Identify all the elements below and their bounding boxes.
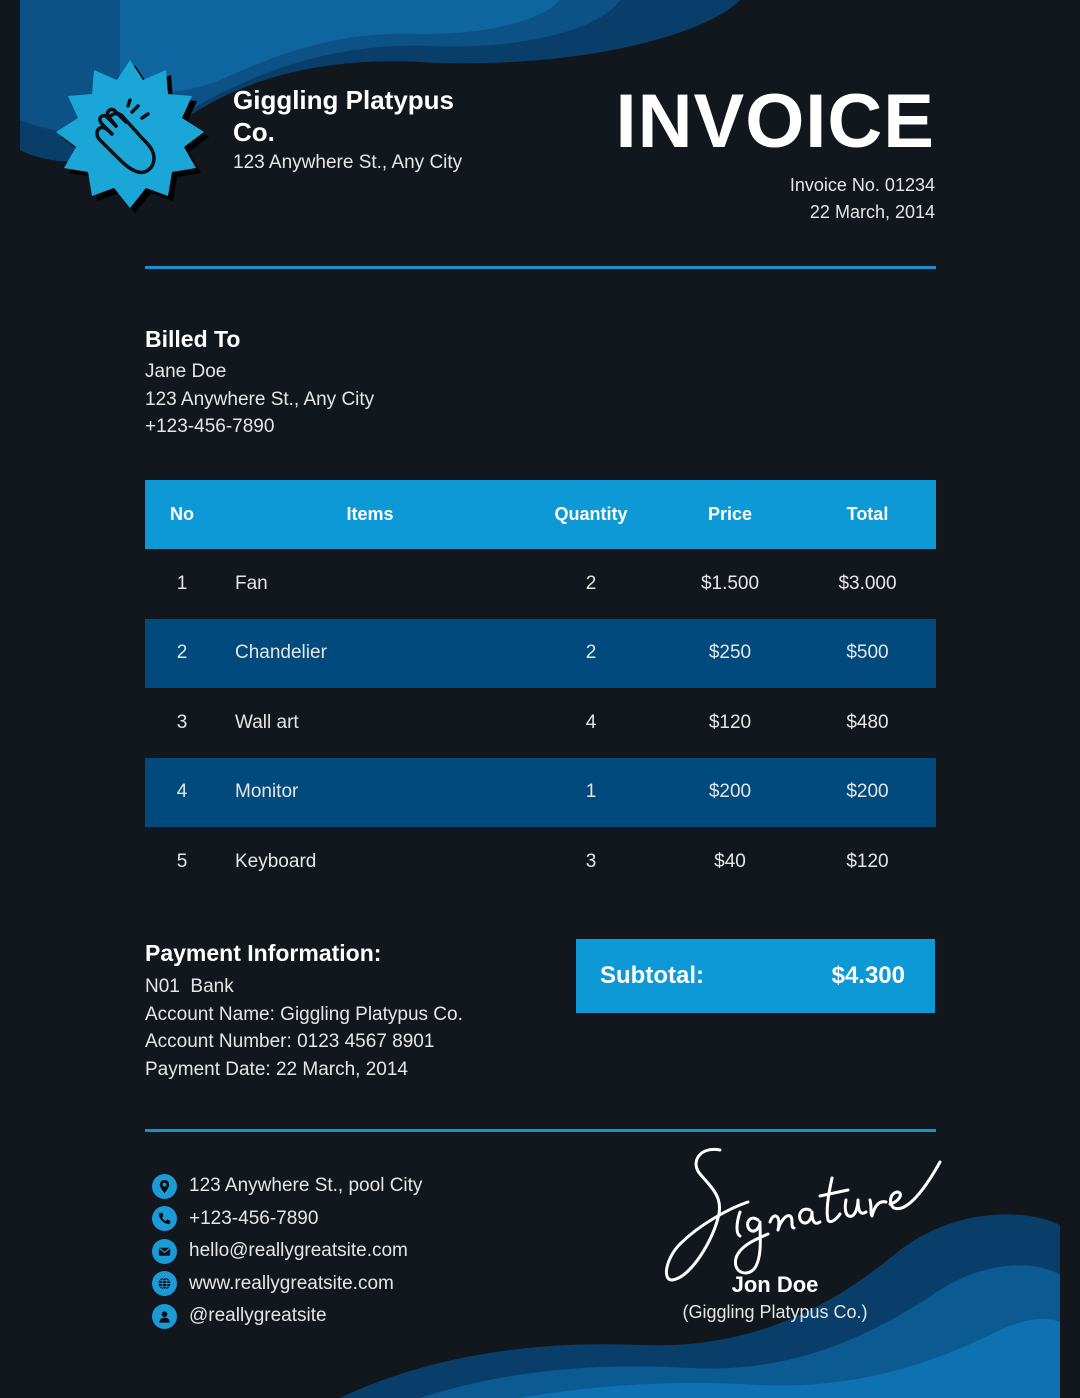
- row-price: $120: [708, 711, 752, 733]
- row-quantity: 2: [585, 572, 597, 594]
- signer-organization: (Giggling Platypus Co.): [682, 1302, 868, 1322]
- billed-to-address: 123 Anywhere St., Any City: [145, 388, 375, 410]
- payment-account-name: Account Name: Giggling Platypus Co.: [145, 1003, 463, 1025]
- invoice-title: INVOICE: [615, 79, 935, 164]
- row-total: $3.000: [838, 572, 897, 594]
- contact-list: [152, 1170, 422, 1333]
- row-total: $200: [799, 758, 936, 828]
- phone-icon: [152, 1206, 177, 1231]
- billed-to-name: Jane Doe: [145, 361, 227, 382]
- row-no: 3: [176, 711, 188, 733]
- contact-address-text: 123 Anywhere St., pool City: [189, 1175, 423, 1197]
- row-total: $480: [846, 711, 889, 733]
- row-item: Keyboard: [235, 850, 317, 872]
- row-quantity: 3: [585, 850, 597, 872]
- table-header-row: [145, 480, 936, 549]
- email-icon: [152, 1239, 177, 1264]
- table-row: [145, 758, 936, 828]
- location-pin-icon: [152, 1174, 177, 1199]
- row-no: 4: [145, 758, 219, 828]
- signature-image: [660, 1138, 950, 1288]
- table-row: [145, 619, 936, 689]
- row-total: $120: [846, 850, 889, 872]
- row-item: Monitor: [219, 758, 521, 828]
- billed-to-heading: Billed To: [145, 326, 241, 352]
- billed-to-phone: +123-456-7890: [145, 416, 275, 437]
- row-no: 5: [176, 850, 188, 872]
- contact-address: [152, 1170, 422, 1203]
- invoice-date: 22 March, 2014: [809, 202, 935, 222]
- contact-email-text[interactable]: hello@reallygreatsite.com: [189, 1240, 408, 1262]
- row-price: $200: [661, 758, 799, 828]
- table-row: [145, 827, 936, 897]
- row-price: $1.500: [700, 572, 760, 594]
- subtotal-value: $4.300: [831, 962, 905, 989]
- row-price: $250: [661, 619, 799, 689]
- items-table: [145, 480, 936, 897]
- row-quantity: 2: [521, 619, 661, 689]
- row-no: 1: [176, 572, 188, 594]
- contact-phone: [152, 1203, 422, 1236]
- billed-to-details: [145, 358, 374, 441]
- contact-phone-text: +123-456-7890: [189, 1207, 319, 1229]
- subtotal-box: [576, 939, 935, 1013]
- divider: [145, 266, 936, 269]
- company-logo: [50, 60, 216, 220]
- divider: [145, 1129, 936, 1132]
- contact-website-text[interactable]: www.reallygreatsite.com: [189, 1272, 394, 1294]
- header-no: No: [145, 480, 219, 549]
- row-total: $500: [799, 619, 936, 689]
- header-price: Price: [661, 480, 799, 549]
- payment-account-number: Account Number: 0123 4567 8901: [145, 1031, 435, 1052]
- payment-bank: N01 Bank: [145, 976, 234, 997]
- payment-details: [145, 973, 463, 1083]
- company-name: Giggling Platypus Co.: [233, 85, 455, 147]
- row-quantity: 4: [585, 711, 597, 733]
- header-items: Items: [219, 480, 521, 549]
- row-item: Wall art: [235, 711, 299, 733]
- contact-social-text[interactable]: @reallygreatsite: [189, 1305, 327, 1327]
- row-price: $40: [714, 850, 746, 872]
- invoice-meta: [790, 172, 935, 226]
- invoice-number: Invoice No. 01234: [789, 175, 935, 195]
- row-no: 2: [145, 619, 219, 689]
- company-address: 123 Anywhere St., Any City: [233, 152, 463, 173]
- table-row: [145, 688, 936, 758]
- header-quantity: Quantity: [521, 480, 661, 549]
- signer-name: Jon Doe: [731, 1272, 819, 1297]
- table-row: [145, 549, 936, 619]
- user-icon: [152, 1304, 177, 1329]
- payment-heading: Payment Information:: [145, 940, 382, 966]
- globe-icon: [152, 1271, 177, 1296]
- row-item: Fan: [235, 572, 268, 594]
- subtotal-label: Subtotal:: [600, 962, 704, 989]
- row-quantity: 1: [521, 758, 661, 828]
- payment-date: Payment Date: 22 March, 2014: [145, 1058, 408, 1080]
- contact-social[interactable]: [152, 1300, 422, 1333]
- contact-email[interactable]: [152, 1235, 422, 1268]
- contact-website[interactable]: [152, 1268, 422, 1301]
- row-item: Chandelier: [219, 619, 521, 689]
- header-total: Total: [799, 480, 936, 549]
